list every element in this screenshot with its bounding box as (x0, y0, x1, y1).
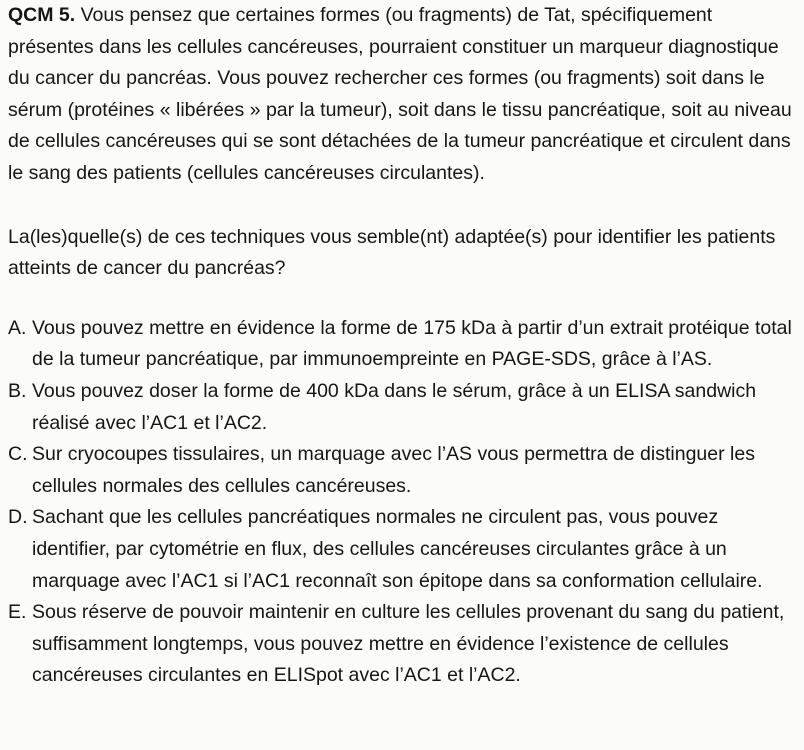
option-c (8, 439, 798, 502)
qcm-document (8, 0, 798, 692)
option-text: Vous pouvez doser la forme de 400 kDa dans le sérum, grâce à un ELISA sandwich réalisé avec l’AC1 et l’AC2. (32, 379, 757, 434)
option-text: Sachant que les cellules pancréatiques normales ne circulent pas, vous pouvez identifier, par cytométrie en flux, des cellules cancéreuses circulantes grâce à un marquage avec l’AC1 si l’AC1 reconnaît son épitope dans sa conformation cellulaire. (32, 506, 763, 592)
option-letter: B. (8, 379, 27, 402)
qcm-label: QCM 5. (8, 4, 76, 26)
option-text: Vous pouvez mettre en évidence la forme de 175 kDa à partir d’un extrait protéique total de la tumeur pancréatique, par immunoempreinte en PAGE-SDS, grâce à l’AS. (32, 316, 792, 371)
option-d (8, 502, 798, 597)
option-a (8, 313, 798, 376)
intro-text: Vous pensez que certaines formes (ou fragments) de Tat, spécifiquement présentes dans les cellules cancéreuses, pourraient constituer un marqueur diagnostique du cancer du pancréas. Vous pouvez rechercher ces formes (ou fragments) soit dans le sérum (protéines « libérées » par la tumeur), soit dans le tissu pancréatique, soit au niveau de cellules cancéreuses qui se sont détachées de la tumeur pancréatique et circulent dans le sang des patients (cellules cancéreuses circulantes). (8, 4, 792, 184)
option-text: Sous réserve de pouvoir maintenir en culture les cellules provenant du sang du patient, suffisamment longtemps, vous pouvez mettre en évidence l’existence de cellules cancéreuses circulantes en ELISpot avec l’AC1 et l’AC2. (32, 601, 785, 687)
option-letter: A. (8, 316, 27, 339)
option-letter: E. (8, 601, 27, 624)
option-letter: D. (8, 506, 28, 529)
option-letter: C. (8, 443, 28, 466)
question-text: La(les)quelle(s) de ces techniques vous semble(nt) adaptée(s) pour identifier les patients atteints de cancer du pancréas? (8, 225, 776, 280)
intro-paragraph (8, 0, 798, 190)
option-b (8, 376, 798, 439)
options-list (8, 313, 798, 692)
option-text: Sur cryocoupes tissulaires, un marquage avec l’AS vous permettra de distinguer les cellules normales des cellules cancéreuses. (32, 443, 755, 497)
option-e (8, 597, 798, 692)
